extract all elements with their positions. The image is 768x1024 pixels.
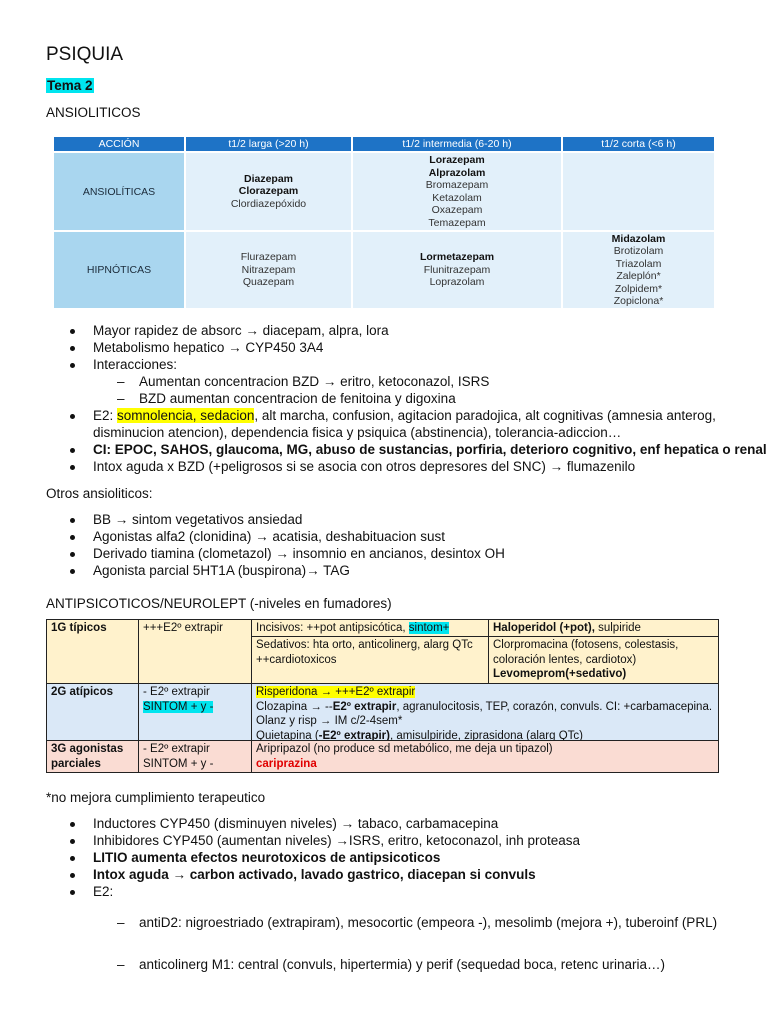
cell-ansioliticas-intermedia — [353, 153, 561, 230]
bullet-inductores: Inductores CYP450 (disminuyen niveles) → tabaco, carbamacepina — [93, 816, 499, 831]
2g-effect-2: SINTOM + y - — [143, 700, 214, 713]
drug-name: Midazolam — [611, 232, 666, 245]
clozapina-pre: Clozapina → -- — [256, 700, 333, 713]
bullet-dot — [70, 569, 75, 574]
bullet-ci: CI: EPOC, SAHOS, glaucoma, MG, abuso de sustancias, porfiria, deterioro cognitivo, enf hepatica o renal — [93, 442, 767, 457]
drug-name: Triazolam — [615, 257, 662, 270]
drug-name: Flunitrazepam — [423, 263, 491, 276]
bullet-otros-3: Derivado tiamina (clometazol) → insomnio en ancianos, desintox OH — [93, 546, 505, 561]
e2-highlight: somnolencia, sedacion — [117, 408, 255, 423]
quietapina-pre: Quietapina ( — [256, 729, 319, 740]
drug-name: Diazepam — [243, 172, 294, 185]
drug-name: Lormetazepam — [419, 251, 495, 264]
dash-marker: – — [117, 915, 125, 930]
drug-name: Clorazepam — [238, 185, 299, 198]
bullet-dot — [70, 329, 75, 334]
drug-name: Bromazepam — [425, 179, 489, 191]
cell-1g-incisivos-drugs — [489, 620, 718, 636]
table-divider — [47, 683, 718, 684]
header-intermedia: t1/2 intermedia (6-20 h) — [353, 137, 561, 151]
haloperidol: Haloperidol (+pot), — [493, 622, 595, 634]
section-title-otros: Otros ansioliticos: — [46, 486, 153, 501]
cell-hipnoticas-larga — [186, 232, 351, 308]
drug-name: Ketazolam — [432, 191, 482, 204]
table-divider — [488, 620, 489, 683]
cariprazina-line: cariprazina — [256, 757, 317, 770]
section-title-ansioliticos: ANSIOLITICOS — [46, 105, 141, 120]
3g-effect-1: - E2º extrapir — [143, 743, 210, 755]
bullet-dot — [70, 552, 75, 557]
3g-effect-2: SINTOM + y - — [143, 757, 214, 770]
drug-name: Zolpidem* — [614, 282, 663, 295]
bullet-intox: Intox aguda x BZD (+peligrosos si se asocia con otros depresores del SNC) → flumazenilo — [93, 459, 636, 474]
bullet-dot — [70, 873, 75, 878]
antipsicoticos-table — [46, 619, 719, 773]
cell-2g-effect — [139, 684, 251, 740]
bullet-inhibidores: Inhibidores CYP450 (aumentan niveles) →ISRS, eritro, ketoconazol, inh proteasa — [93, 833, 581, 848]
dash-marker: – — [117, 391, 125, 406]
cell-hipnoticas-corta — [563, 232, 714, 308]
bullet-dot — [70, 856, 75, 861]
quietapina-line — [256, 729, 714, 741]
clorpromacina: Clorpromacina (fotosens, colestasis, coloración lentes, cardiotox) — [493, 639, 679, 666]
dash-marker: – — [117, 374, 125, 389]
cell-ansioliticas-larga — [186, 153, 351, 230]
bullet-litio: LITIO aumenta efectos neurotoxicos de antipsicoticos — [93, 850, 441, 865]
cell-1g-sedativos-drugs — [489, 637, 718, 683]
bullet-dot — [70, 465, 75, 470]
clozapina-post: , agranulocitosis, TEP, corazón, convuls. CI: +carbamacepina. — [396, 700, 713, 713]
cell-1g-label: 1G típicos — [47, 620, 138, 683]
bullet-metabolismo: Metabolismo hepatico → CYP450 3A4 — [93, 340, 324, 355]
e2-rest: , alt marcha, confusion, agitacion paradojica, alt cognitivas (amnesia anterog, — [254, 408, 716, 423]
quietapina-post: , amisulpiride, ziprasidona (alarg QTc) — [389, 729, 583, 740]
bullet-e2-antipsicoticos: E2: — [93, 884, 114, 899]
drug-name: Oxazepam — [431, 204, 483, 216]
drug-name: Nitrazepam — [241, 263, 296, 276]
page-title: PSIQUIA — [46, 44, 124, 65]
drug-name: Zopiclona* — [613, 295, 664, 307]
topic-label: Tema 2 — [47, 78, 93, 93]
bullet-dot — [70, 535, 75, 540]
row-label-hipnoticas: HIPNÓTICAS — [54, 232, 184, 308]
cell-ansioliticas-corta — [563, 153, 714, 230]
cell-2g-drugs — [252, 684, 718, 740]
sub-interaccion-2: BZD aumentan concentracion de fenitoina y digoxina — [139, 391, 456, 406]
olanz-line: Olanz y risp → IM c/2-4sem* — [256, 715, 403, 727]
dash-marker: – — [117, 957, 125, 972]
cell-1g-sedativos: Sedativos: hta orto, anticolinerg, alarg QTc ++cardiotoxicos — [252, 637, 488, 683]
bullet-e2 — [93, 408, 716, 423]
e2-prefix: E2: — [93, 408, 118, 423]
incisivos-highlight: sintom+ — [408, 622, 450, 634]
cell-hipnoticas-intermedia — [353, 232, 561, 308]
sub-e2-anticolinerg: anticolinerg M1: central (convuls, hipertermia) y perif (sequedad boca, retenc urinaria…) — [139, 957, 665, 972]
risperidona-line: Risperidona → +++E2º extrapir — [256, 686, 416, 698]
bullet-dot — [70, 448, 75, 453]
bullet-otros-4: Agonista parcial 5HT1A (buspirona)→ TAG — [93, 563, 350, 578]
sub-interaccion-1: Aumentan concentracion BZD → eritro, ketoconazol, ISRS — [139, 374, 490, 389]
drug-name: Temazepam — [428, 216, 486, 229]
bullet-otros-1: BB → sintom vegetativos ansiedad — [93, 512, 303, 527]
cell-1g-effect: +++E2º extrapir — [139, 620, 251, 683]
sulpiride: sulpiride — [594, 622, 641, 634]
section-title-antipsicoticos: ANTIPSICOTICOS/NEUROLEPT (-niveles en fumadores) — [46, 596, 392, 611]
cell-3g-drugs — [252, 741, 718, 772]
table-divider — [252, 636, 718, 637]
aripiprazol-line: Aripripazol (no produce sd metabólico, me deja un tipazol) — [256, 743, 553, 755]
bullet-dot — [70, 518, 75, 523]
table-divider — [251, 620, 252, 772]
drug-name: Loprazolam — [429, 276, 485, 289]
drug-name: Flurazepam — [240, 251, 297, 264]
drug-name: Quazepam — [242, 276, 295, 289]
benzodiazepine-table — [54, 137, 714, 308]
sub-e2-antid2: antiD2: nigroestriado (extrapiram), mesocortic (empeora -), mesolimb (mejora +), tuberoinf (PRL) — [139, 915, 718, 930]
bullet-otros-2: Agonistas alfa2 (clonidina) → acatisia, deshabituacion sust — [93, 529, 445, 544]
header-larga: t1/2 larga (>20 h) — [186, 137, 351, 151]
bullet-dot — [70, 890, 75, 895]
quietapina-bold: -E2º extrapir) — [318, 729, 390, 740]
incisivos-text: Incisivos: ++pot antipsicótica, — [256, 622, 409, 634]
2g-effect-1: - E2º extrapir — [143, 686, 210, 698]
levomeprom: Levomeprom(+sedativo) — [493, 668, 627, 680]
header-corta: t1/2 corta (<6 h) — [563, 137, 714, 151]
drug-name: Brotizolam — [613, 245, 664, 257]
bullet-dot — [70, 346, 75, 351]
cell-3g-label: 3G agonistas parciales — [47, 741, 138, 772]
drug-name: Clordiazepóxido — [230, 197, 307, 210]
bullet-interacciones: Interacciones: — [93, 357, 178, 372]
clozapina-line — [256, 700, 714, 715]
table-divider — [138, 620, 139, 772]
bullet-dot — [70, 822, 75, 827]
table-divider — [47, 740, 718, 741]
bullet-e2-line2: disminucion atencion), dependencia fisica y psiquica (abstinencia), tolerancia-adiccion… — [93, 425, 622, 440]
header-accion: ACCIÓN — [54, 137, 184, 151]
bullet-intox-aguda: Intox aguda → carbon activado, lavado gastrico, diacepan si convuls — [93, 867, 536, 882]
cell-1g-incisivos — [252, 620, 488, 636]
drug-name: Lorazepam — [429, 154, 485, 166]
row-label-ansioliticas: ANSIOLÍTICAS — [54, 153, 184, 230]
drug-name: Zaleplón* — [616, 270, 661, 282]
clozapina-bold: E2º extrapir — [332, 700, 397, 713]
bullet-dot — [70, 363, 75, 368]
cell-3g-effect — [139, 741, 251, 772]
cell-2g-label: 2G atípicos — [47, 684, 138, 740]
drug-name: Alprazolam — [428, 166, 486, 179]
bullet-dot — [70, 414, 75, 419]
footnote: *no mejora cumplimiento terapeutico — [46, 790, 266, 805]
bullet-absorcion: Mayor rapidez de absorc → diacepam, alpra, lora — [93, 323, 389, 338]
bullet-dot — [70, 839, 75, 844]
